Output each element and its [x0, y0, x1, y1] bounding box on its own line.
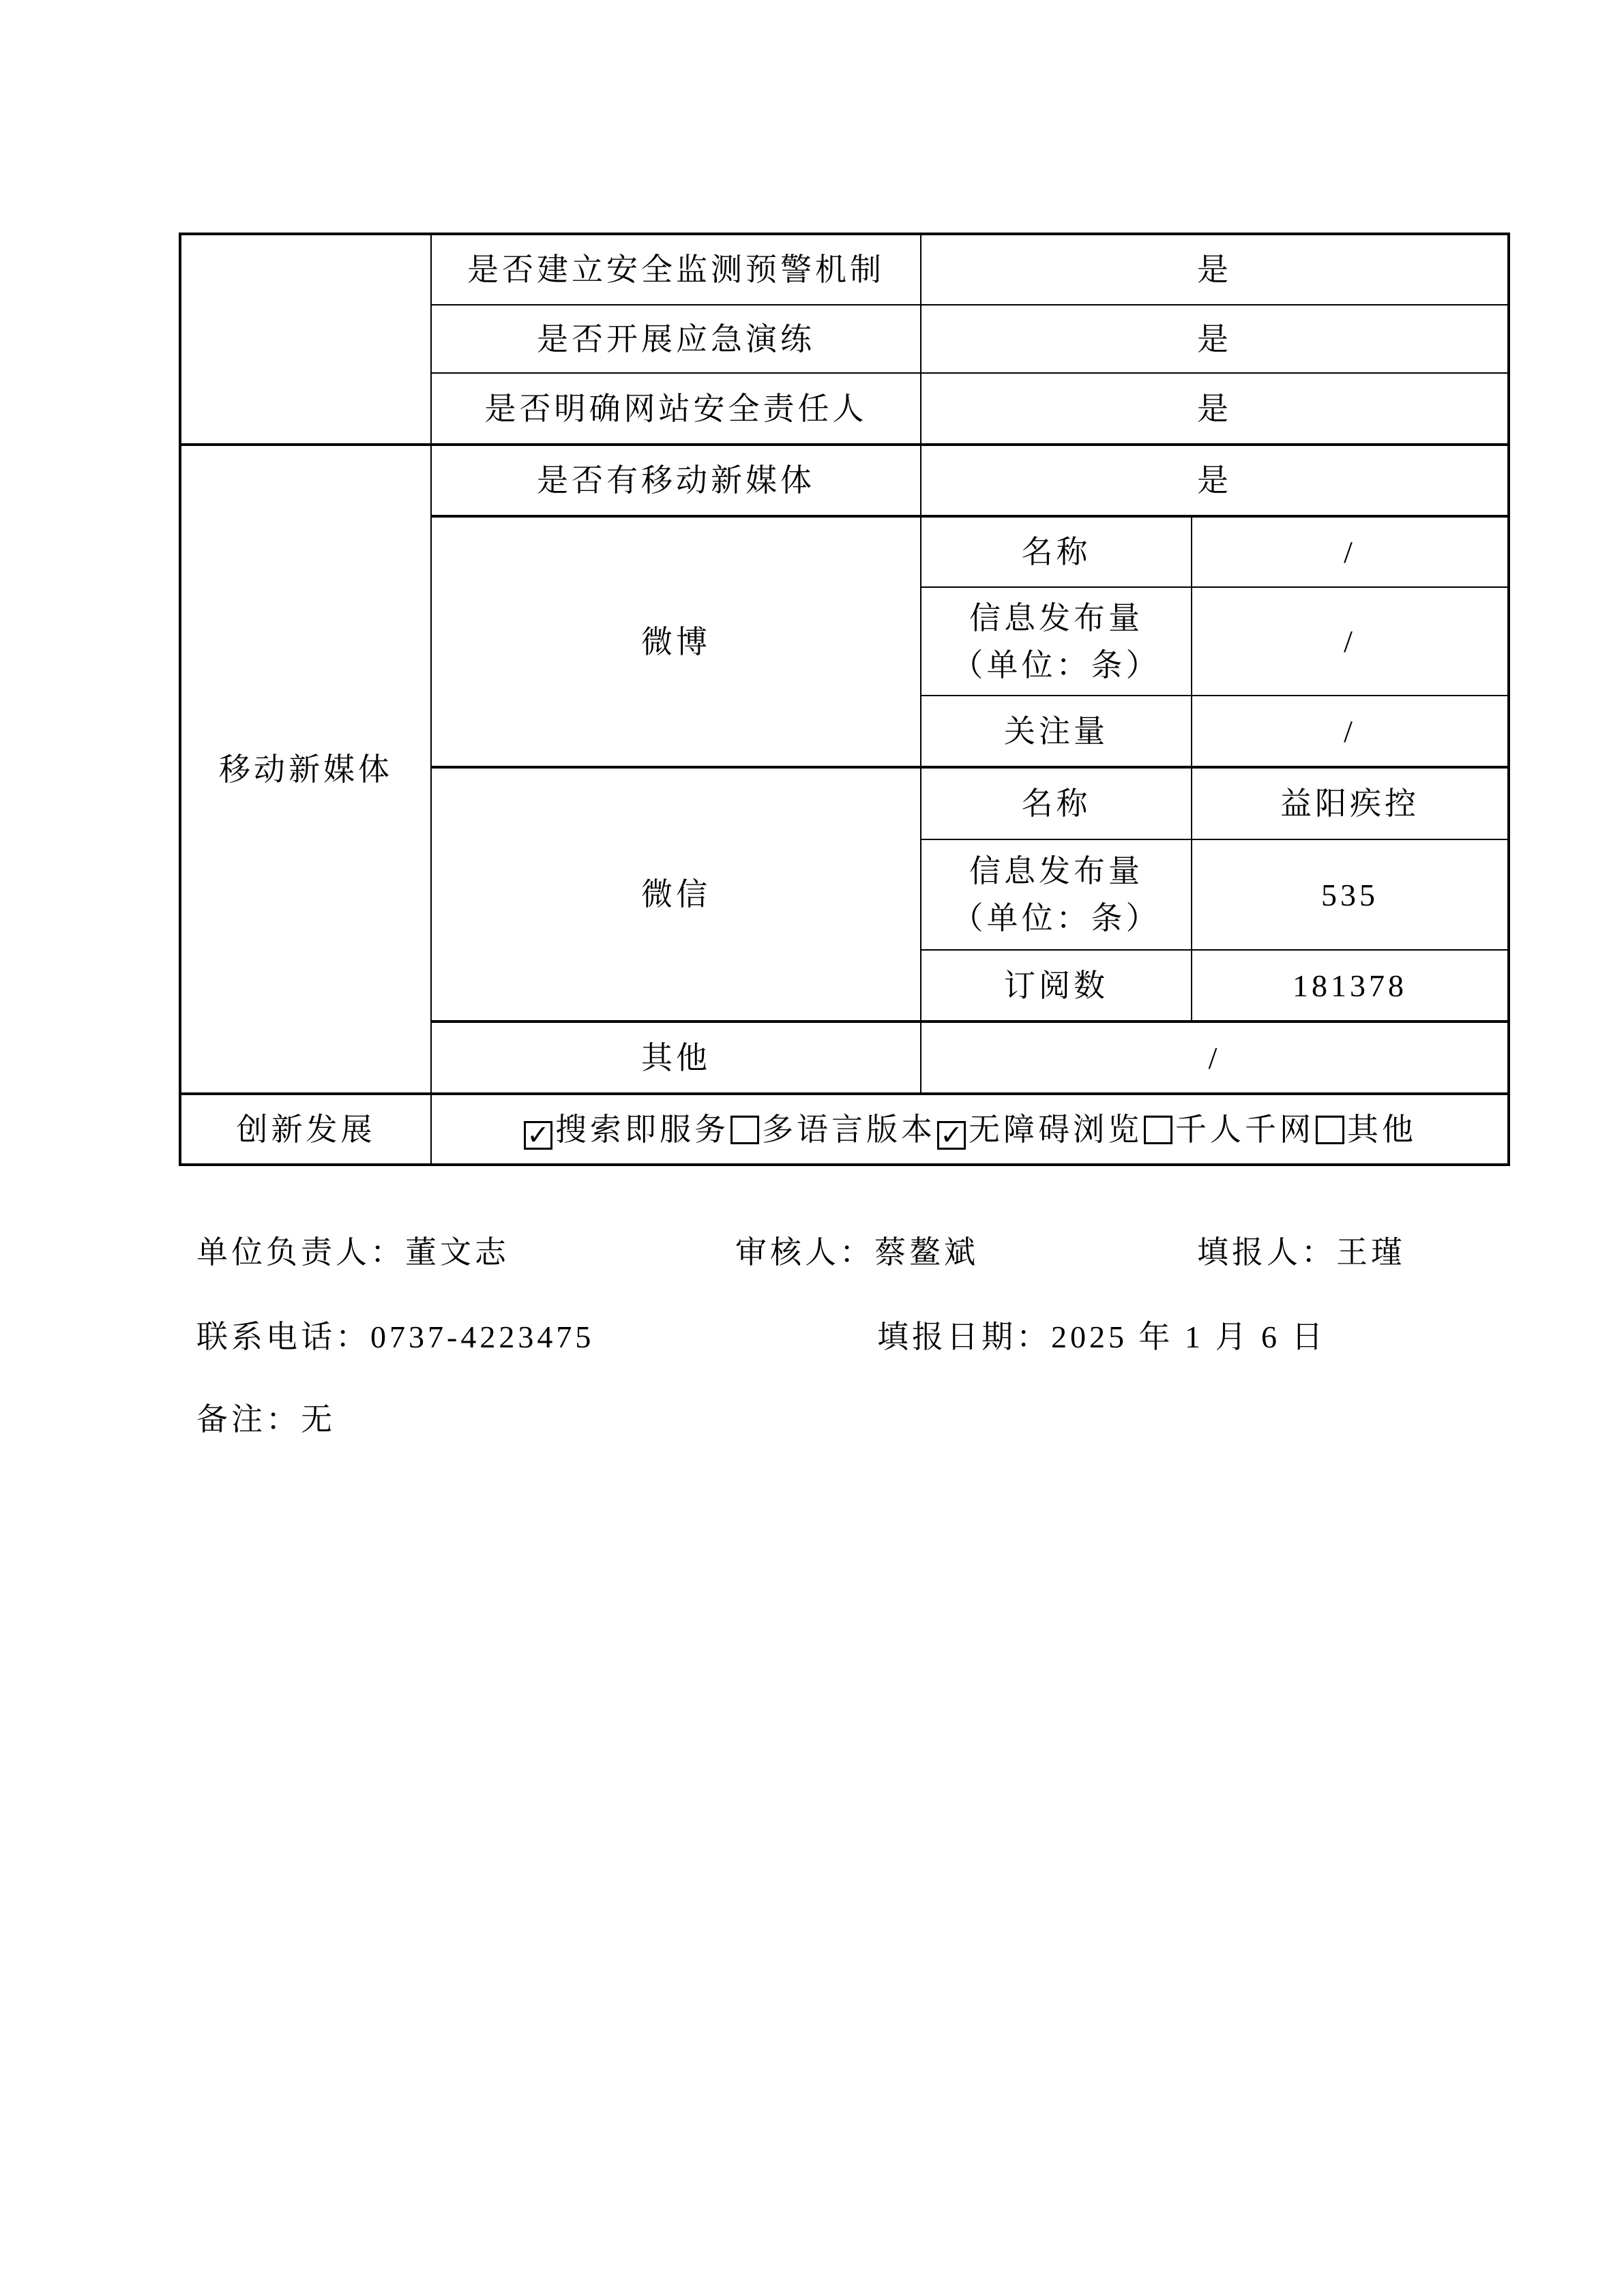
weibo-field-value-cell: / — [1192, 696, 1509, 767]
wechat-field-value-cell: 181378 — [1192, 950, 1509, 1022]
reviewer-text: 审核人：蔡鳌斌 — [735, 1235, 979, 1270]
wechat-field-value-cell: 益阳疾控 — [1192, 767, 1509, 839]
wechat-group-cell: 微信 — [431, 767, 921, 1022]
other-media-label-cell: 其他 — [431, 1022, 921, 1094]
field-label-line: （单位：条） — [951, 647, 1161, 683]
security-question-cell: 是否明确网站安全责任人 — [431, 373, 921, 445]
table-row — [180, 445, 1509, 516]
remark-text: 备注：无 — [196, 1402, 336, 1437]
innovation-option — [729, 1112, 936, 1147]
field-label-line: 信息发布量 — [969, 600, 1143, 636]
footer-contact-line — [0, 1312, 1624, 1354]
other-media-value-cell: / — [921, 1022, 1509, 1094]
weibo-field-value-cell: / — [1192, 516, 1509, 587]
checkbox-icon — [730, 1116, 759, 1144]
wechat-field-label-cell — [921, 839, 1192, 950]
filler-text: 填报人：王瑾 — [1197, 1235, 1406, 1270]
innovation-option — [1142, 1112, 1314, 1147]
security-answer-cell: 是 — [921, 305, 1509, 373]
innovation-options-cell — [431, 1094, 1509, 1165]
checkbox-label: 搜索即服务 — [555, 1112, 729, 1147]
weibo-group-cell: 微博 — [431, 516, 921, 767]
checkbox-icon: ✓ — [937, 1121, 966, 1150]
annual-report-table — [179, 233, 1510, 1166]
checkbox-label: 多语言版本 — [762, 1112, 936, 1147]
table-row — [180, 1094, 1509, 1165]
weibo-field-value-cell: / — [1192, 587, 1509, 696]
mobile-media-section-cell: 移动新媒体 — [180, 445, 431, 1094]
unit-head-text: 单位负责人：董文志 — [196, 1235, 510, 1270]
wechat-field-label-cell: 名称 — [921, 767, 1192, 839]
wechat-field-label-cell: 订阅数 — [921, 950, 1192, 1022]
innovation-option — [522, 1112, 729, 1151]
field-label-line: 信息发布量 — [969, 854, 1143, 889]
has-mobile-answer-cell: 是 — [921, 445, 1509, 516]
phone-text: 联系电话：0737-4223475 — [196, 1320, 595, 1354]
innovation-section-cell: 创新发展 — [180, 1094, 431, 1165]
security-question-cell: 是否开展应急演练 — [431, 305, 921, 373]
weibo-field-label-cell — [921, 587, 1192, 696]
security-answer-cell: 是 — [921, 373, 1509, 445]
footer-remark-line — [0, 1395, 1624, 1437]
innovation-option — [936, 1112, 1142, 1151]
security-answer-cell: 是 — [921, 234, 1509, 305]
security-question-cell: 是否建立安全监测预警机制 — [431, 234, 921, 305]
weibo-field-label-cell: 关注量 — [921, 696, 1192, 767]
checkbox-label: 无障碍浏览 — [969, 1112, 1142, 1147]
checkbox-label: 其他 — [1347, 1112, 1417, 1147]
innovation-option — [1314, 1112, 1417, 1147]
wechat-field-value-cell: 535 — [1192, 839, 1509, 950]
table-row — [180, 234, 1509, 305]
empty-section-cell — [180, 234, 431, 445]
weibo-field-label-cell: 名称 — [921, 516, 1192, 587]
checkbox-icon: ✓ — [524, 1121, 552, 1150]
checkbox-label: 千人千网 — [1175, 1112, 1314, 1147]
report-date-text: 填报日期：2025 年 1 月 6 日 — [877, 1320, 1327, 1354]
checkbox-icon — [1144, 1116, 1172, 1144]
footer-signature-line — [0, 1227, 1624, 1270]
has-mobile-question-cell: 是否有移动新媒体 — [431, 445, 921, 516]
checkbox-icon — [1316, 1116, 1344, 1144]
field-label-line: （单位：条） — [951, 901, 1161, 936]
